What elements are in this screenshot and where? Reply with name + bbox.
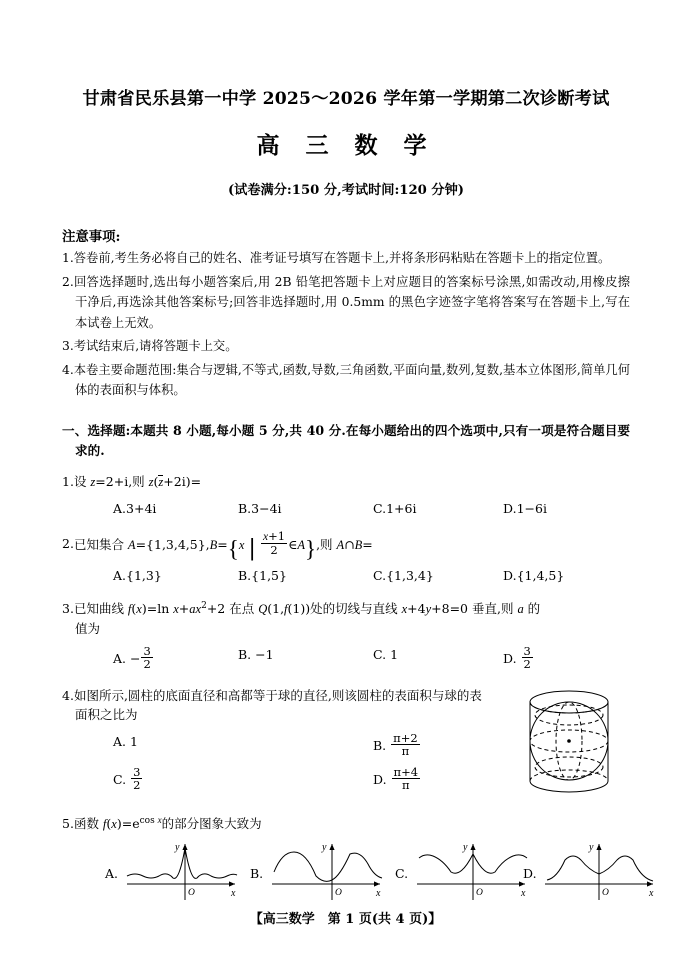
- section-description: 本题共 8 小题,每小题 5 分,共 40 分.在每小题给出的四个选项中,只有一项是符合题目要求的.: [75, 422, 631, 458]
- graph-a-y-label: y: [175, 842, 180, 854]
- graph-b-origin-label: O: [335, 888, 342, 899]
- question-4-options: [75, 732, 630, 800]
- y-axis-arrow: [329, 844, 334, 850]
- question-2-number: 2.: [62, 536, 74, 552]
- section-number: 一、: [62, 422, 88, 438]
- question-1-options: [75, 499, 630, 519]
- exam-title: 甘肃省民乐县第一中学 2025～2026 学年第一学期第二次诊断考试: [82, 89, 610, 109]
- question-2-option-c[interactable]: C.{1,3,4}: [373, 567, 434, 583]
- notice-item-number: 1.: [62, 251, 74, 265]
- question-3-stem-line2: 值为: [75, 620, 101, 636]
- y-axis-arrow: [596, 844, 601, 850]
- question-4-option-d[interactable]: D. $\frac{\pi+4}{\pi}$: [373, 764, 419, 793]
- notice-item: [62, 360, 630, 401]
- graph-a-x-label: x: [231, 888, 236, 900]
- graph-b-y-label: y: [322, 842, 327, 854]
- x-axis-arrow: [647, 881, 653, 886]
- question-1-number: 1.: [62, 473, 74, 489]
- graph-b-svg: [270, 838, 388, 904]
- graph-d-svg: [543, 838, 661, 904]
- notice-item: [62, 272, 630, 334]
- graph-d-origin-label: O: [602, 888, 609, 899]
- score-time-line: (试卷满分:150 分,考试时间:120 分钟): [227, 183, 465, 198]
- question-5-option-b[interactable]: [250, 838, 392, 908]
- graph-c-svg: [415, 838, 533, 904]
- graph-b-x-label: x: [376, 888, 381, 900]
- question-5-option-c[interactable]: [395, 838, 537, 908]
- question-2-options: [75, 566, 630, 586]
- y-axis-arrow: [470, 844, 475, 850]
- notice-item-number: 3.: [62, 339, 74, 353]
- question-4-option-c[interactable]: C. $\frac{3}{2}$: [113, 764, 141, 793]
- x-axis-arrow: [374, 881, 380, 886]
- question-5-graph-options: [75, 838, 654, 910]
- y-axis-arrow: [182, 844, 187, 850]
- section-title: 选择题:: [87, 422, 131, 438]
- notice-item-text: 本卷主要命题范围:集合与逻辑,不等式,函数,导数,三角函数,平面向量,数列,复数,基本立体图形,简单几何体的表面积与体积。: [73, 362, 630, 397]
- notice-item-number: 4.: [62, 362, 74, 377]
- notice-item: [62, 336, 630, 357]
- notice-item-text: 回答选择题时,选出每小题答案后,用 2B 铅笔把答题卡上对应题目的答案标号涂黑,如需改动,用橡皮擦干净后,再选涂其他答案标号;回答非选择题时,用 0.5mm 的黑色字迹签字笔将答案写在答题卡上,写在本试卷上无效。: [73, 274, 630, 330]
- question-1-option-d[interactable]: D.1−6i: [503, 500, 547, 516]
- notice-item: [62, 248, 630, 269]
- question-5-number: 5.: [62, 816, 74, 832]
- graph-d-x-label: x: [649, 888, 654, 900]
- question-4-stem: 4.如图所示,圆柱的底面直径和高都等于球的直径,则该圆柱的表面积与球的表: [62, 687, 482, 703]
- x-axis-arrow: [229, 881, 235, 886]
- question-3-option-b[interactable]: B. −1: [238, 646, 274, 662]
- question-2-option-a[interactable]: A.{1,3}: [113, 567, 162, 583]
- graph-c-origin-label: O: [476, 888, 483, 899]
- question-1-option-b[interactable]: B.3−4i: [238, 500, 282, 516]
- question-5: [62, 811, 654, 910]
- question-4-option-a[interactable]: A. 1: [113, 733, 138, 749]
- notice-item-number: 2.: [62, 274, 74, 289]
- question-3-number: 3.: [62, 600, 74, 616]
- question-1-option-a[interactable]: A.3+4i: [113, 500, 157, 516]
- question-4-stem-line2: 面积之比为: [75, 706, 138, 722]
- question-2-option-b[interactable]: B.{1,5}: [238, 567, 287, 583]
- question-5-option-a-label: A.: [105, 866, 119, 882]
- question-5-option-d[interactable]: [523, 838, 665, 908]
- question-2: [62, 530, 630, 586]
- question-5-option-c-label: C.: [395, 866, 409, 882]
- graph-a-origin-label: O: [188, 888, 195, 899]
- question-3-option-d[interactable]: D. $\frac{3}{2}$: [503, 643, 531, 672]
- notice-heading: 注意事项:: [62, 229, 121, 245]
- page-content: [62, 0, 654, 910]
- question-4: [62, 686, 630, 800]
- question-4-number: 4.: [62, 687, 74, 703]
- question-4-option-b[interactable]: B. $\frac{\pi+2}{\pi}$: [373, 730, 418, 759]
- question-3: [62, 597, 630, 675]
- question-5-option-d-label: D.: [523, 866, 537, 882]
- question-1-stem: 1.设 z=2+i,则 z(z+2i)=: [62, 473, 202, 489]
- question-3-stem: 3.已知曲线 f(x)=ln $x+ax^2+2$ 在点 Q(1,f(1))处的切线与直线 x+4y+8=0 垂直,则 a 的: [62, 600, 541, 616]
- graph-a-svg: [125, 838, 243, 904]
- graph-d-y-label: y: [589, 842, 594, 854]
- question-1-option-c[interactable]: C.1+6i: [373, 500, 417, 516]
- question-5-stem: 5.函数 $f(x)=e^{cos x}$的部分图象大致为: [62, 814, 262, 832]
- question-5-option-b-label: B.: [250, 866, 264, 882]
- question-2-stem: 2.已知集合 A={1,3,4,5},B={x | $\frac{x+1}{2}$ ∈A},则 A∩B=: [62, 528, 373, 562]
- notice-item-text: 答卷前,考生务必将自己的姓名、准考证号填写在答题卡上,并将条形码粘贴在答题卡上的指定位置。: [73, 251, 611, 265]
- graph-c-x-label: x: [521, 888, 526, 900]
- section-heading: [62, 421, 630, 461]
- question-3-options: [75, 645, 630, 675]
- graph-c-y-label: y: [463, 842, 468, 854]
- page-footer: 【高三数学 第 1 页(共 4 页)】: [249, 912, 442, 927]
- question-3-option-a[interactable]: A. − $\frac{3}{2}$: [113, 643, 151, 672]
- question-5-option-a[interactable]: [105, 838, 247, 908]
- question-1: [62, 472, 630, 519]
- question-2-option-d[interactable]: D.{1,4,5}: [503, 567, 565, 583]
- question-3-option-c[interactable]: C. 1: [373, 646, 399, 662]
- notice-item-text: 考试结束后,请将答题卡上交。: [73, 339, 238, 353]
- subject-title: 高 三 数 学: [256, 132, 436, 159]
